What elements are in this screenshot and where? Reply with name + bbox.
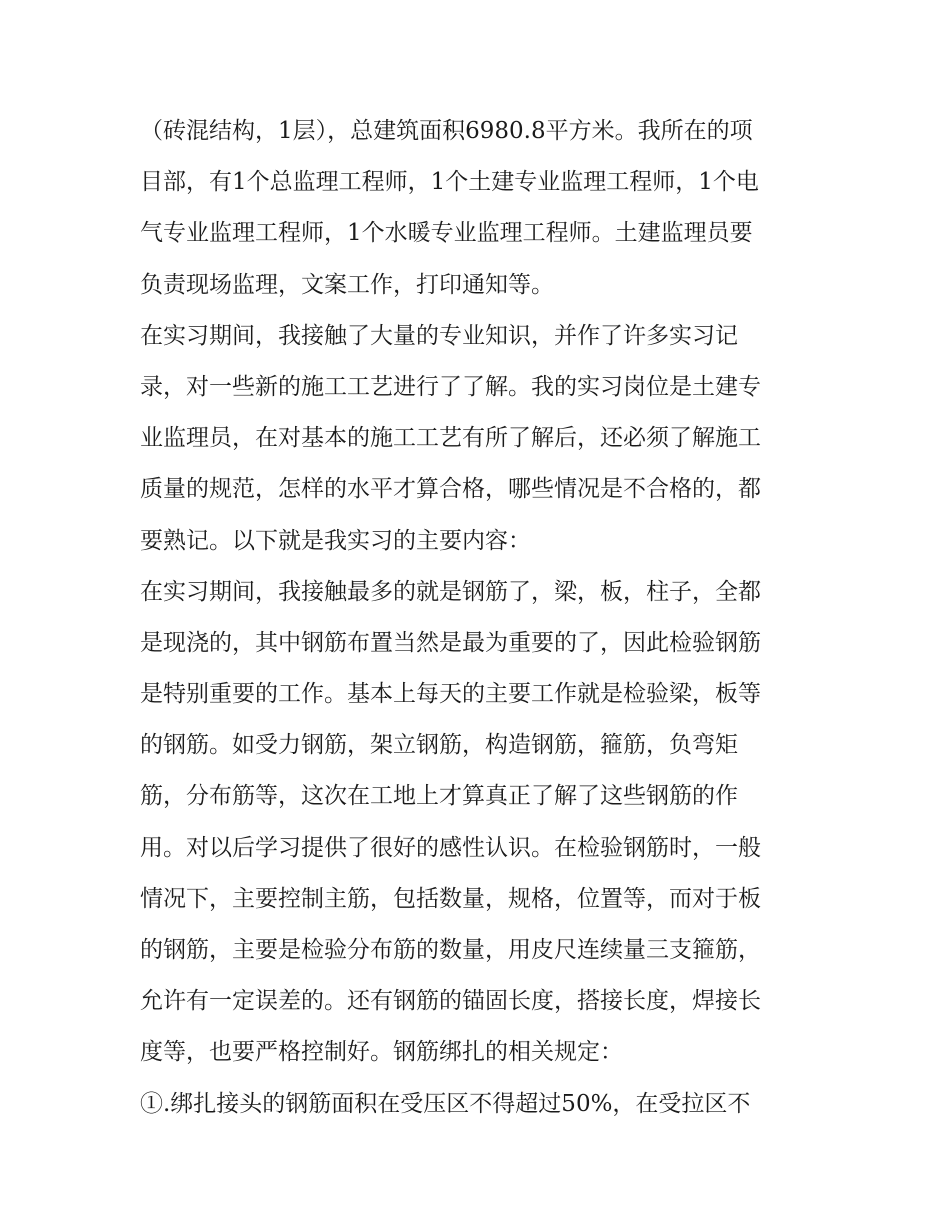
text-line: 气专业监理工程师，1个水暖专业监理工程师。土建监理员要: [140, 220, 753, 247]
text-line: 情况下，主要控制主筋，包括数量，规格，位置等，而对于板: [140, 885, 761, 912]
text-line: ①.绑扎接头的钢筋面积在受压区不得超过50%，在受拉区不: [140, 1090, 751, 1117]
text-line: （砖混结构，1层），总建筑面积6980.8平方米。我所在的项: [140, 118, 753, 144]
text-line: 目部，有1个总监理工程师，1个土建专业监理工程师，1个电: [140, 169, 759, 196]
text-line: 是特别重要的工作。基本上每天的主要工作就是检验梁，板等: [140, 681, 761, 708]
text-line: 筋，分布筋等，这次在工地上才算真正了解了这些钢筋的作: [140, 783, 738, 810]
text-line: 在实习期间，我接触最多的就是钢筋了，梁，板，柱子，全都: [140, 578, 761, 605]
text-line: 要熟记。以下就是我实习的主要内容：: [140, 527, 531, 554]
text-line: 在实习期间，我接触了大量的专业知识，并作了许多实习记: [140, 322, 738, 349]
text-line: 负责现场监理，文案工作，打印通知等。: [140, 271, 554, 298]
document-page: [140, 106, 820, 1130]
text-line: 质量的规范，怎样的水平才算合格，哪些情况是不合格的，都: [140, 476, 761, 503]
text-line: 业监理员，在对基本的施工工艺有所了解后，还必须了解施工: [140, 425, 761, 452]
text-line: 度等，也要严格控制好。钢筋绑扎的相关规定：: [140, 1039, 623, 1066]
text-line: 用。对以后学习提供了很好的感性认识。在检验钢筋时，一般: [140, 834, 761, 861]
text-line: 的钢筋。如受力钢筋，架立钢筋，构造钢筋，箍筋，负弯矩: [140, 732, 738, 759]
text-line: 的钢筋，主要是检验分布筋的数量，用皮尺连续量三支箍筋，: [140, 937, 761, 963]
text-line: 录，对一些新的施工工艺进行了了解。我的实习岗位是土建专: [140, 373, 761, 400]
text-line: 允许有一定误差的。还有钢筋的锚固长度，搭接长度，焊接长: [140, 988, 761, 1015]
text-line: 是现浇的，其中钢筋布置当然是最为重要的了，因此检验钢筋: [140, 629, 761, 656]
